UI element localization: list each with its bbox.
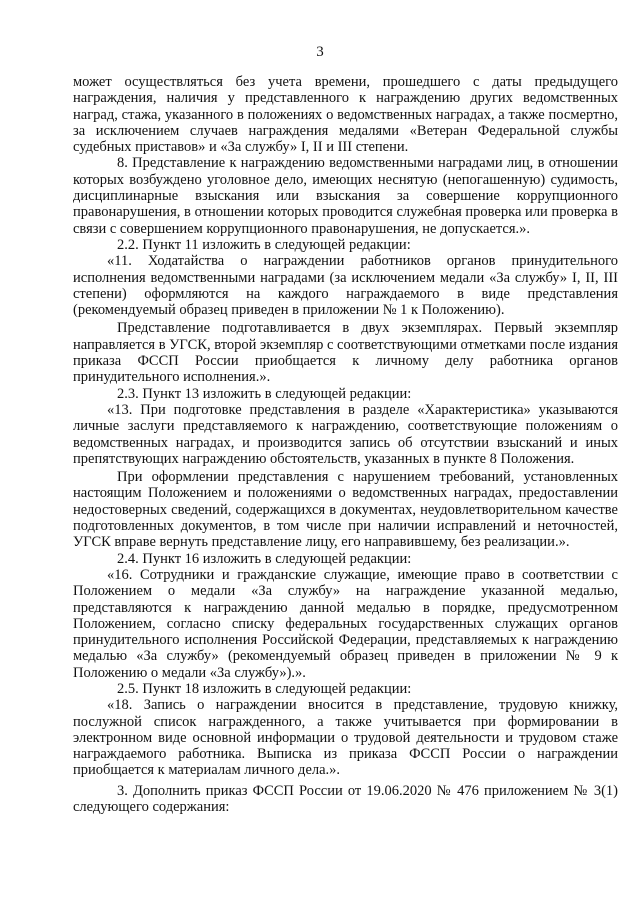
paragraph-item-16: «16. Сотрудники и гражданские служащие, имеющие право в соответствии с Положением о медали «За службу» на награждение указанной медалью, представляются к награждению данной медалью в порядке, предусмотренном Положением, согласно списку федеральных государственных служащих органов принудительного исполнения Российской Федерации, представляемых к награждению медалью «За службу» (рекомендуемый образец приведен в приложении № 9 к Положению о медали «За службу»).». (73, 566, 618, 681)
paragraph-amendment-2-2: 2.2. Пункт 11 изложить в следующей редакции: (117, 236, 411, 253)
paragraph-item-11: «11. Ходатайства о награждении работников органов принудительного исполнения ведомственными наградами (за исключением медали «За службу» I, II, III степени) оформляются на каждого награждаемого в виде представления (рекомендуемый образец приведен в приложении № 1 к Положению). (73, 253, 618, 319)
paragraph-amendment-2-5: 2.5. Пункт 18 изложить в следующей редакции: (117, 680, 412, 697)
paragraph-amendment-2-4: 2.4. Пункт 16 изложить в следующей редакции: (117, 550, 412, 567)
paragraph-amendment-2-3: 2.3. Пункт 13 изложить в следующей редакции: (117, 385, 412, 402)
page-number: 3 (316, 44, 324, 60)
document-body (73, 74, 618, 815)
paragraph-item-13: «13. При подготовке представления в разделе «Характеристика» указываются личные заслуги представляемого к награждению, соответствующие положениям о ведомственных наградах, и производится запись об отсутствии взысканий и иных препятствующих награждению обстоятельств, указанных в пункте 8 Положения. (73, 401, 618, 467)
paragraph-item-18: «18. Запись о награждении вносится в представление, трудовую книжку, послужной список награжденного, а также учитывается при формировании в электронном виде основной информации о трудовой деятельности и трудовом стаже награждаемого работника. Выписка из приказа ФССП России о награждении приобщается к материалам личного дела.». (73, 697, 618, 779)
paragraph-item-8: 8. Представление к награждению ведомственными наградами лиц, в отношении которых возбуждено уголовное дело, имеющих неснятую (непогашенную) судимость, дисциплинарные взыскания или взыскания за совершение коррупционного правонарушения, в отношении которых проводится служебная проверка или проверка в связи с совершением коррупционного правонарушения, не допускается.». (73, 155, 618, 237)
paragraph-item-3-appendix: 3. Дополнить приказ ФССП России от 19.06.2020 № 476 приложением № 3(1) следующего содержания: (73, 782, 618, 816)
paragraph-representation-copies: Представление подготавливается в двух экземплярах. Первый экземпляр направляется в УГСК, второй экземпляр с соответствующими отметками после издания приказа ФССП России приобщается к личному делу работника органов принудительного исполнения.». (73, 320, 618, 386)
paragraph-return-representation: При оформлении представления с нарушением требований, установленных настоящим Положением и положениями о ведомственных наградах, предоставлении недостоверных сведений, содержащихся в документах, неудовлетворительном качестве подготовленных документов, в том числе при наличии исправлений и неточностей, УГСК вправе вернуть представление лицу, его направившему, без реализации.». (73, 469, 618, 551)
paragraph-continuation: может осуществляться без учета времени, прошедшего с даты предыдущего награждения, наличия у представленного к награждению других ведомственных наград, стажа, указанного в положениях о ведомственных наградах, а также посмертно, за исключением случаев награждения медалями «Ветеран Федеральной службы судебных приставов» и «За службу» I, II и III степени. (73, 74, 618, 156)
